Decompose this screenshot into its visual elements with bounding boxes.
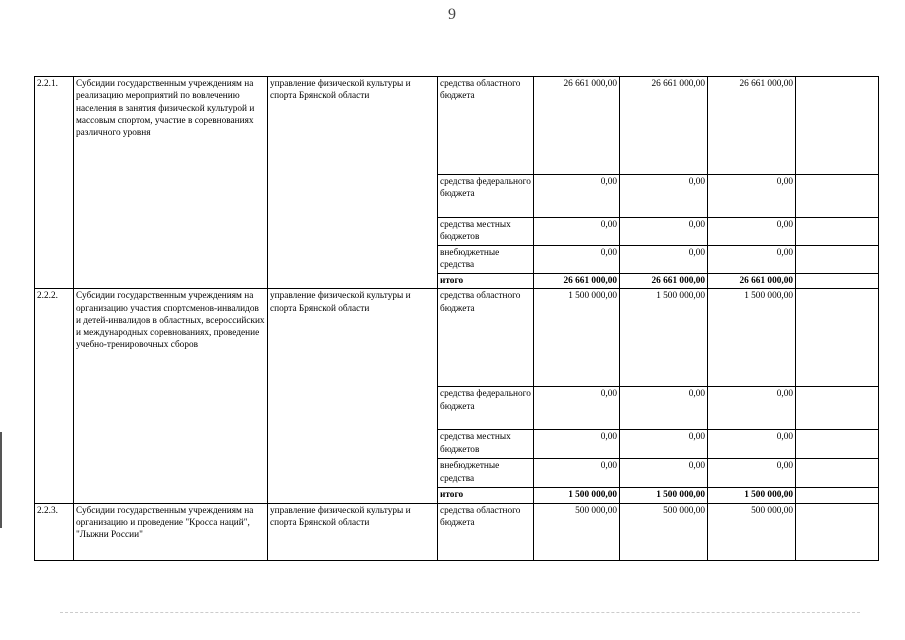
amount-year-2: 26 661 000,00 [620,77,708,175]
amount-year-1: 1 500 000,00 [534,289,620,387]
funding-source: средства местных бюджетов [438,430,534,459]
table-row [35,77,879,175]
empty-cell [796,218,879,246]
empty-cell [796,175,879,218]
item-number: 2.2.3. [35,503,74,560]
amount-year-2: 1 500 000,00 [620,289,708,387]
amount-year-2: 0,00 [620,387,708,430]
amount-year-3: 0,00 [708,430,796,459]
amount-year-1: 0,00 [534,246,620,274]
page-number: 9 [448,6,456,23]
amount-year-3: 0,00 [708,175,796,218]
table-row [35,289,879,387]
funding-source: средства федерального бюджета [438,387,534,430]
item-executor: управление физической культуры и спорта Брянской области [268,503,438,560]
amount-year-1: 1 500 000,00 [534,488,620,503]
amount-year-1: 26 661 000,00 [534,274,620,289]
empty-cell [796,77,879,175]
empty-cell [796,430,879,459]
funding-source: средства областного бюджета [438,289,534,387]
amount-year-3: 26 661 000,00 [708,274,796,289]
amount-year-2: 0,00 [620,430,708,459]
empty-cell [796,488,879,503]
funding-source-total: итого [438,488,534,503]
amount-year-2: 0,00 [620,246,708,274]
amount-year-1: 0,00 [534,218,620,246]
funding-source: средства областного бюджета [438,77,534,175]
empty-cell [796,459,879,488]
amount-year-2: 1 500 000,00 [620,488,708,503]
amount-year-2: 0,00 [620,175,708,218]
amount-year-3: 0,00 [708,246,796,274]
amount-year-1: 0,00 [534,459,620,488]
item-executor: управление физической культуры и спорта Брянской области [268,77,438,289]
amount-year-2: 0,00 [620,218,708,246]
empty-cell [796,289,879,387]
item-executor: управление физической культуры и спорта Брянской области [268,289,438,503]
amount-year-3: 1 500 000,00 [708,488,796,503]
funding-source: средства местных бюджетов [438,218,534,246]
item-name: Субсидии государственным учреждениям на организацию и проведение "Кросса наций", "Лыжни России" [74,503,268,560]
amount-year-1: 0,00 [534,175,620,218]
empty-cell [796,274,879,289]
item-name: Субсидии государственным учреждениям на реализацию мероприятий по вовлечению населения в занятия физической культурой и массовым спортом, участие в соревнованиях различного уровня [74,77,268,289]
funding-source: внебюджетные средства [438,459,534,488]
item-number: 2.2.1. [35,77,74,289]
amount-year-3: 0,00 [708,218,796,246]
item-number: 2.2.2. [35,289,74,503]
empty-cell [796,387,879,430]
amount-year-1: 0,00 [534,387,620,430]
scan-noise-line [60,612,860,613]
amount-year-3: 1 500 000,00 [708,289,796,387]
empty-cell [796,503,879,560]
amount-year-3: 0,00 [708,387,796,430]
amount-year-1: 500 000,00 [534,503,620,560]
empty-cell [796,246,879,274]
amount-year-3: 500 000,00 [708,503,796,560]
amount-year-2: 26 661 000,00 [620,274,708,289]
amount-year-3: 0,00 [708,459,796,488]
amount-year-1: 26 661 000,00 [534,77,620,175]
amount-year-1: 0,00 [534,430,620,459]
budget-table [34,76,879,561]
item-name: Субсидии государственным учреждениям на организацию участия спортсменов-инвалидов и детей-инвалидов в областных, всероссийских и международных соревнованиях, проведение учебно-тренировочных сборов [74,289,268,503]
amount-year-3: 26 661 000,00 [708,77,796,175]
amount-year-2: 500 000,00 [620,503,708,560]
amount-year-2: 0,00 [620,459,708,488]
scan-edge-line [0,432,2,528]
funding-source: средства федерального бюджета [438,175,534,218]
funding-source: средства областного бюджета [438,503,534,560]
table-row [35,503,879,560]
funding-source-total: итого [438,274,534,289]
funding-source: внебюджетные средства [438,246,534,274]
